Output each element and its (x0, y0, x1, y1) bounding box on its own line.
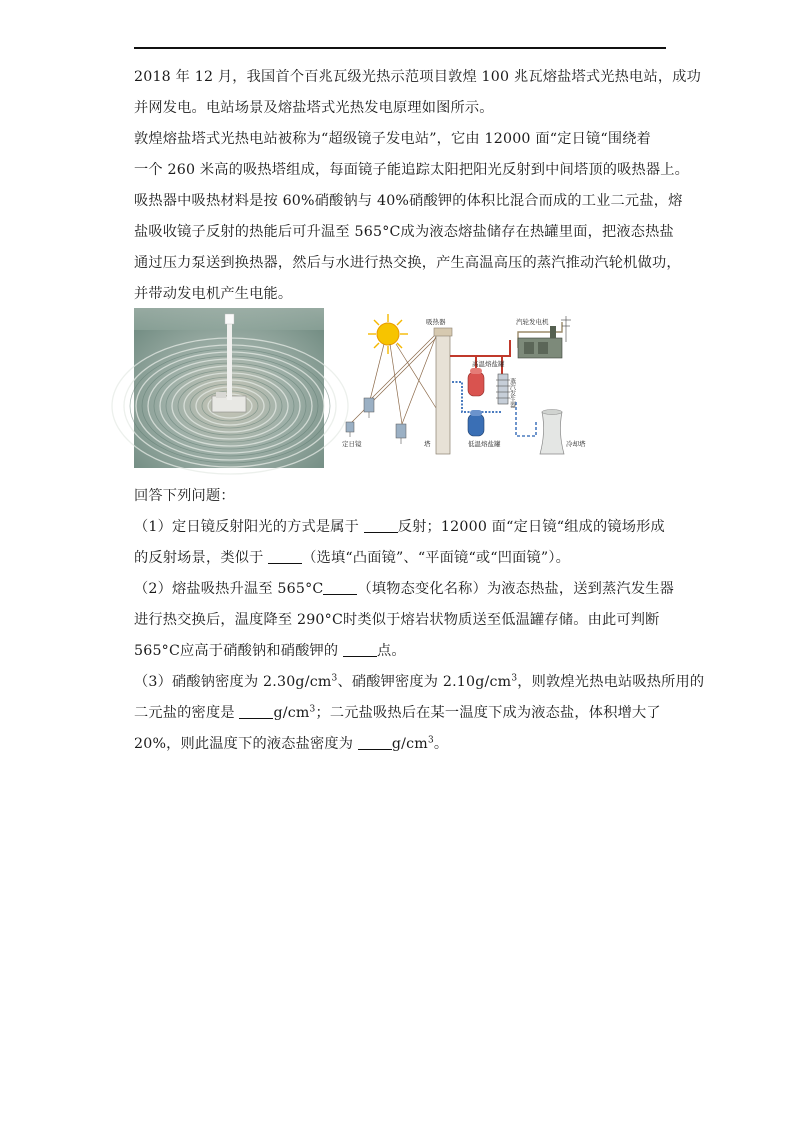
power-station-diagram (340, 312, 604, 462)
answer-blank[interactable] (268, 549, 302, 564)
answer-blank[interactable] (323, 580, 357, 595)
text-segment: g/cm (391, 736, 428, 752)
questions-block (134, 481, 705, 760)
superscript: 3 (511, 673, 518, 684)
answer-blank[interactable] (358, 735, 392, 750)
text-segment: 的反射场景，类似于 (134, 550, 269, 566)
question-1-line-2 (134, 543, 670, 574)
text-line: 并带动发电机产生电能。 (134, 286, 293, 302)
text-segment: 。 (433, 736, 449, 752)
answer-blank[interactable] (364, 518, 398, 533)
questions-prompt: 回答下列问题： (134, 488, 235, 504)
superscript: 3 (331, 673, 338, 684)
cooling-tower-label: 冷却塔 (566, 440, 586, 448)
turbine-generator-label: 汽轮发电机 (516, 318, 549, 326)
heliostat-label: 定日镜 (342, 440, 362, 448)
text-segment: （选填“凸面镜”、“平面镜“或“凹面镜”）。 (302, 550, 571, 566)
text-line: 并网发电。电站场景及熔盐塔式光热发电原理如图所示。 (134, 100, 494, 116)
text-segment: （填物态变化名称）为液态热盐，送到蒸汽发生器 (357, 581, 674, 597)
text-line: 一个 260 米高的吸热塔组成，每面镜子能追踪太阳把阳光反射到中间塔顶的吸热器上。 (134, 162, 690, 178)
text-line: 2018 年 12 月，我国首个百兆瓦级光热示范项目敦煌 100 兆瓦熔盐塔式光热电站，成功 (134, 69, 701, 85)
text-line: 敦煌熔盐塔式光热电站被称为“超级镜子发电站”，它由 12000 面“定日镜“围绕着 (134, 131, 651, 147)
text-line: 吸热器中吸热材料是按 60%硝酸钠与 40%硝酸钾的体积比混合而成的工业二元盐，熔 (134, 193, 683, 209)
text-segment: （2）熔盐吸热升温至 565°C (134, 581, 324, 597)
text-segment: 二元盐的密度是 (134, 705, 240, 721)
tower-label: 塔 (424, 440, 431, 448)
text-segment: 20%，则此温度下的液态盐密度为 (134, 736, 358, 752)
text-line: 盐吸收镜子反射的热能后可升温至 565°C成为液态熔盐储存在热罐里面，把液态热盐 (134, 224, 674, 240)
question-3-line-3 (134, 729, 670, 760)
question-3-line-1 (134, 667, 705, 698)
cold-tank-icon (468, 410, 484, 436)
question-2-line-2: 进行热交换后，温度降至 290°C时类似于熔岩状物质送至低温罐存储。由此可判断 (134, 612, 660, 628)
text-segment: g/cm (273, 705, 310, 721)
sun-icon (368, 314, 408, 354)
principle-diagram-svg (340, 312, 604, 462)
text-line: 通过压力泵送到换热器，然后与水进行热交换，产生高温高压的蒸汽推动汽轮机做功， (134, 255, 681, 271)
cold-tank-label: 低温熔盐罐 (468, 440, 501, 448)
steam-generator-label: 蒸汽发生器 (508, 378, 516, 408)
text-segment: 点。 (377, 643, 406, 659)
hot-tank-label: 高温熔盐罐 (472, 360, 505, 368)
text-segment: 反射；12000 面“定日镜“组成的镜场形成 (397, 519, 665, 535)
top-rule (134, 47, 666, 49)
text-segment: （1）定日镜反射阳光的方式是属于 (134, 519, 364, 535)
superscript: 3 (309, 704, 316, 715)
question-3-line-2 (134, 698, 670, 729)
hot-tank-icon (468, 368, 484, 396)
solar-field-photo (134, 308, 324, 468)
answer-blank[interactable] (239, 704, 273, 719)
text-segment: ；二元盐吸热后在某一温度下成为液态盐，体积增大了 (315, 705, 661, 721)
answer-blank[interactable] (343, 642, 377, 657)
question-2-line-1 (134, 574, 674, 605)
solar-field-illustration (134, 308, 324, 468)
text-segment: （3）硝酸钠密度为 2.30g/cm (134, 674, 332, 690)
absorber-label: 吸热器 (426, 318, 446, 326)
intro-paragraph-1 (134, 62, 701, 124)
text-segment: 、硝酸钾密度为 2.10g/cm (337, 674, 512, 690)
cooling-tower-icon (540, 410, 564, 455)
question-1-line-1 (134, 512, 670, 543)
intro-paragraph-2 (134, 124, 690, 310)
text-segment: 565°C应高于硝酸钠和硝酸钾的 (134, 643, 344, 659)
superscript: 3 (427, 735, 434, 746)
question-2-line-3 (134, 636, 670, 667)
text-segment: ，则敦煌光热电站吸热所用的 (517, 674, 705, 690)
